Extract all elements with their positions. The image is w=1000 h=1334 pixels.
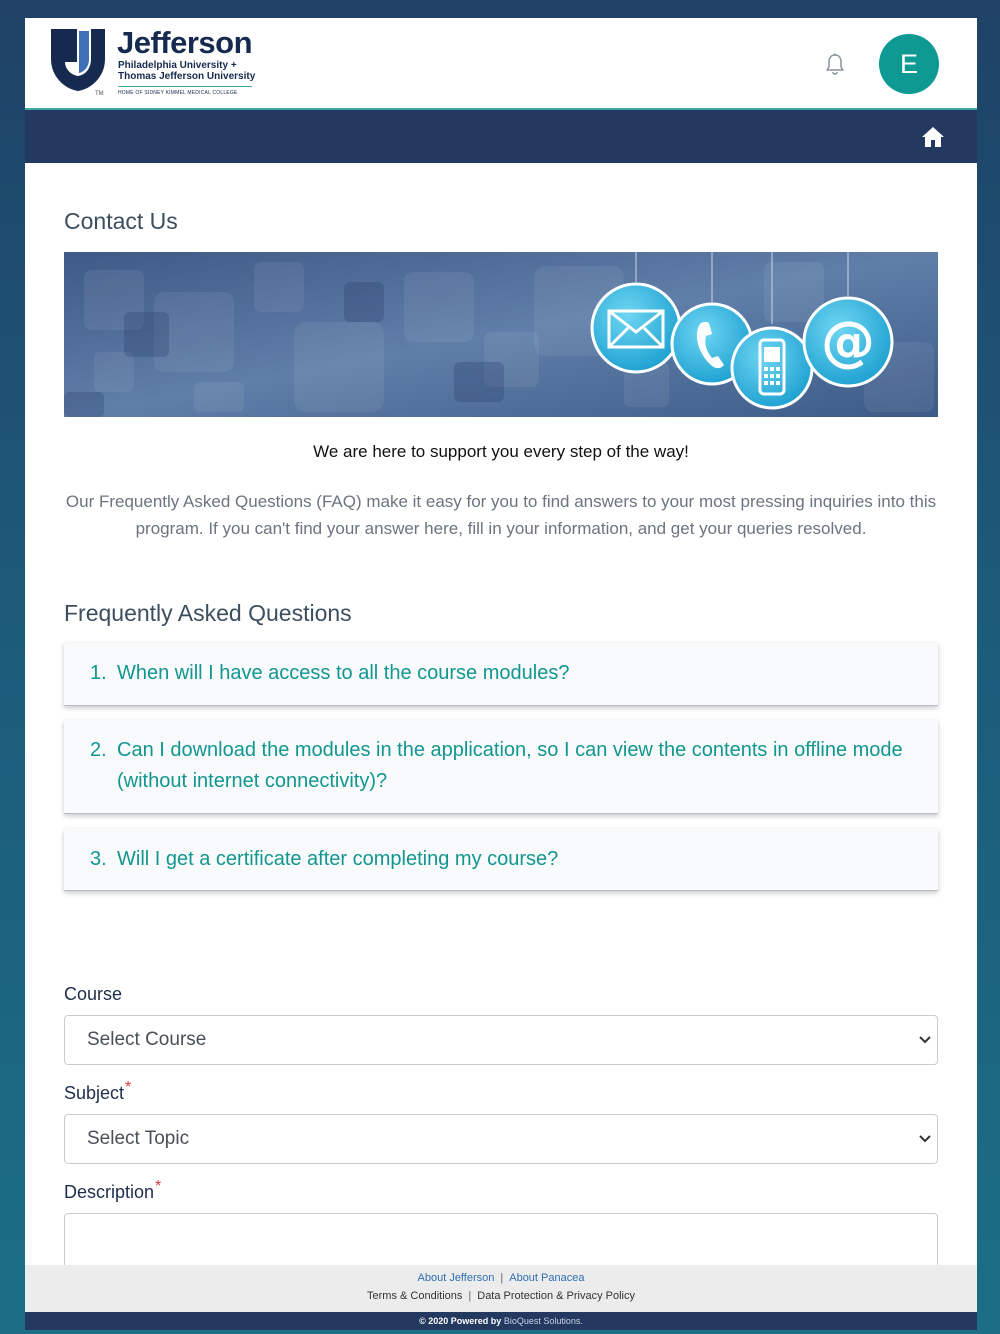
footer-links-row	[25, 1272, 977, 1284]
chevron-down-icon	[919, 1134, 931, 1144]
subject-select[interactable]	[64, 1114, 938, 1164]
faq-intro-text: Our Frequently Asked Questions (FAQ) make it easy for you to find answers to your most pressing inquiries into this program. If you can't find your answer here, fill in your information, and get your queries resolved.	[65, 492, 937, 538]
copyright-bar	[25, 1312, 977, 1330]
footer-policy-row	[25, 1290, 977, 1302]
svg-text:@: @	[821, 310, 875, 373]
contact-banner	[64, 252, 938, 417]
subject-label	[64, 1079, 132, 1104]
faq-item-question: Will I get a certificate after completing my course?	[117, 848, 559, 870]
faq-item-question: When will I have access to all the course modules?	[117, 662, 570, 684]
logo-subtitle-1: Philadelphia University +	[118, 60, 237, 71]
course-select-value: Select Course	[87, 1029, 207, 1050]
logo-subtitle-3: HOME OF SIDNEY KIMMEL MEDICAL COLLEGE	[118, 90, 238, 96]
faq-item-3[interactable]	[64, 829, 938, 891]
faq-item-number: 1.	[90, 662, 107, 684]
subject-select-value: Select Topic	[87, 1128, 190, 1149]
page-title: Contact Us	[64, 208, 178, 234]
footer-divider: |	[468, 1290, 472, 1302]
faq-item-2[interactable]	[64, 720, 938, 814]
logo-trademark: TM	[95, 91, 104, 97]
description-label	[64, 1178, 162, 1203]
faq-section-title: Frequently Asked Questions	[64, 600, 352, 626]
jefferson-logo[interactable]	[51, 27, 261, 103]
privacy-link[interactable]: Data Protection & Privacy Policy	[477, 1290, 635, 1302]
logo-name: Jefferson	[117, 25, 253, 60]
required-asterisk: *	[155, 1178, 162, 1195]
header	[25, 18, 977, 110]
course-select[interactable]	[64, 1015, 938, 1065]
subject-label-text: Subject	[64, 1083, 125, 1103]
faq-item-number: 3.	[90, 848, 107, 870]
bell-icon[interactable]	[823, 52, 847, 76]
copyright-prefix: © 2020 Powered by	[419, 1316, 502, 1326]
copyright-company: BioQuest Solutions.	[503, 1316, 583, 1326]
required-asterisk: *	[125, 1079, 132, 1096]
support-tagline: We are here to support you every step of the way!	[313, 442, 689, 461]
envelope-icon	[592, 284, 680, 372]
chevron-down-icon	[919, 1035, 931, 1045]
faq-item-question: Can I download the modules in the application, so I can view the contents in offline mode (without internet connectivity)?	[117, 739, 903, 792]
course-label-text: Course	[64, 984, 123, 1004]
mobile-icon	[732, 328, 812, 408]
faq-item-number: 2.	[90, 739, 107, 761]
faq-item-1[interactable]	[64, 643, 938, 706]
description-label-text: Description	[64, 1182, 155, 1202]
user-avatar[interactable]: E	[879, 34, 939, 94]
logo-divider	[118, 86, 252, 87]
footer-divider: |	[500, 1272, 504, 1284]
logo-subtitle-2: Thomas Jefferson University	[118, 71, 256, 82]
navbar	[25, 110, 977, 163]
about-jefferson-link[interactable]: About Jefferson	[417, 1272, 495, 1284]
banner-graphic	[64, 252, 938, 417]
course-label	[64, 984, 122, 1005]
at-sign-icon	[804, 298, 892, 386]
footer	[25, 1265, 977, 1312]
home-icon[interactable]	[921, 126, 945, 148]
jefferson-shield-icon	[51, 29, 105, 91]
terms-link[interactable]: Terms & Conditions	[367, 1290, 463, 1302]
app-frame	[25, 18, 977, 1330]
about-panacea-link[interactable]: About Panacea	[509, 1272, 585, 1284]
